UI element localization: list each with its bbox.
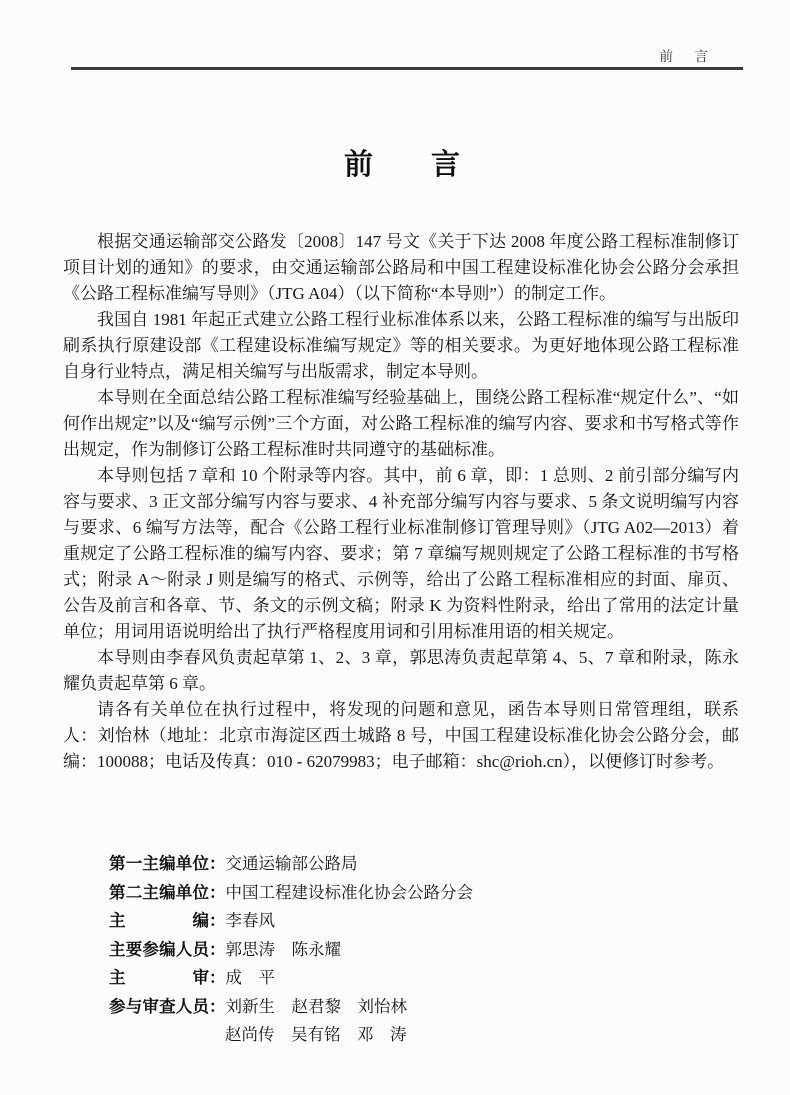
credit-colon: ： xyxy=(209,883,226,902)
paragraph-4: 本导则包括 7 章和 10 个附录等内容。其中，前 6 章，即：1 总则、2 前引部分编写内容与要求、3 正文部分编写内容与要求、4 补充部分编写内容与要求、5 条文说明编写内容与要求、6 编写方法等，配合《公路工程行业标准制修订管理导则》（JTG A02—2013）着重规定了公路工程标准的编写内容、要求；第 7 章编写规则规定了公路工程标准的书写格式；附录 A～附录 J 则是编写的格式、示例等，给出了公路工程标准相应的封面、扉页、公告及前言和各章、节、条文的示例文稿；附录 K 为资料性附录，给出了常用的法定计量单位；用词用语说明给出了执行严格程度用词和引用标准用语的相关规定。 xyxy=(63,466,739,641)
credit-row-main-contributors xyxy=(109,936,473,965)
credit-colon: ： xyxy=(209,969,226,987)
credit-value: 赵尚传 吴有铭 邓 涛 xyxy=(225,1025,407,1044)
credit-label: 主审 xyxy=(109,969,209,987)
paragraph-6: 请各有关单位在执行过程中，将发现的问题和意见，函告本导则日常管理组，联系人：刘怡林（地址：北京市海淀区西土城路 8 号，中国工程建设标准化协会公路分会，邮编：100088；电话及传真：010 - 62079983；电子邮箱：shc@rioh.cn），以便修订时参考。 xyxy=(63,700,739,771)
credit-value: 郭思涛 陈永耀 xyxy=(225,939,341,959)
credit-row-chief-org-1 xyxy=(109,850,473,879)
credit-label: 第一主编单位 xyxy=(109,855,209,873)
credit-row-review-panel-continued xyxy=(109,1021,473,1049)
page-title: 前 言 xyxy=(343,149,460,181)
header-rule xyxy=(71,67,743,70)
credit-row-chief-org-2 xyxy=(109,879,473,908)
paragraph-2: 我国自 1981 年起正式建立公路工程行业标准体系以来，公路工程标准的编写与出版印刷系执行原建设部《工程建设标准编写规定》等的相关要求。为更好地体现公路工程标准自身行业特点，满足相关编写与出版需求，制定本导则。 xyxy=(63,310,739,381)
running-header xyxy=(64,45,740,65)
running-header-text: 前 言 xyxy=(659,49,712,64)
credit-colon: ： xyxy=(209,940,226,959)
paragraph-3: 本导则在全面总结公路工程标准编写经验基础上，围绕公路工程标准“规定什么”、“如何作出规定”以及“编写示例”三个方面，对公路工程标准的编写内容、要求和书写格式等作出规定，作为制修订公路工程标准时共同遵守的基础标准。 xyxy=(63,388,739,459)
credit-value: 李春风 xyxy=(225,911,275,930)
credit-value: 交通运输部公路局 xyxy=(225,854,358,873)
credit-row-chief-editor xyxy=(109,907,473,936)
paragraph-5: 本导则由李春风负责起草第 1、2、3 章，郭思涛负责起草第 4、5、7 章和附录，陈永耀负责起草第 6 章。 xyxy=(63,648,739,693)
credit-colon: ： xyxy=(209,855,226,873)
preface-body xyxy=(63,229,739,775)
credit-row-chief-reviewer xyxy=(109,964,473,993)
credit-label: 第二主编单位 xyxy=(109,883,209,902)
credit-label: 主要参编人员 xyxy=(109,940,209,959)
credit-label: 主编 xyxy=(109,912,209,930)
credit-label: 参与审查人员 xyxy=(109,997,209,1016)
credit-value: 刘新生 赵君黎 刘怡林 xyxy=(225,996,407,1016)
credit-value: 成 平 xyxy=(225,968,275,987)
paragraph-1: 根据交通运输部交公路发〔2008〕147 号文《关于下达 2008 年度公路工程标准制修订项目计划的通知》的要求，由交通运输部公路局和中国工程建设标准化协会公路分会承担《公路工程标准编写导则》（JTG A04）（以下简称“本导则”）的制定工作。 xyxy=(63,232,739,303)
credit-colon: ： xyxy=(209,912,226,930)
credits-block xyxy=(109,850,473,1049)
credit-colon: ： xyxy=(209,997,226,1016)
credit-row-review-panel xyxy=(109,993,473,1022)
credit-value: 中国工程建设标准化协会公路分会 xyxy=(225,882,473,902)
